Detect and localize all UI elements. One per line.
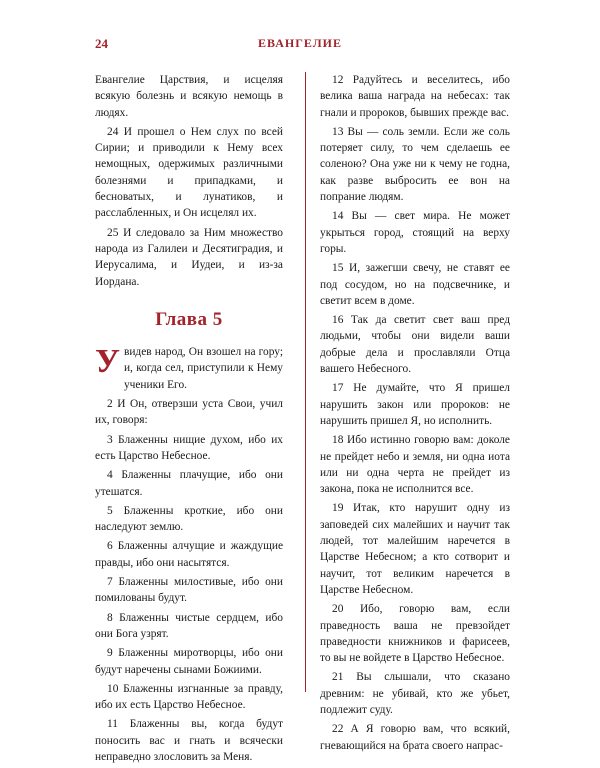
chapter-title: Глава 5: [155, 308, 223, 330]
column-divider: [305, 72, 306, 692]
drop-cap: У: [95, 343, 120, 381]
verse-7: 7 Блаженны милостивые, ибо они помилованы будут.: [95, 576, 283, 605]
verse-8: 8 Блаженны чистые сердцем, ибо они Бога узрят.: [95, 611, 283, 640]
verse-12: 12 Радуйтесь и веселитесь, ибо велика ваша награда на небесах: так гнали и пророков, бывших прежде вас.: [320, 74, 510, 119]
verse-13: 13 Вы — соль земли. Если же соль потеряет силу, то чем сделаешь ее соленою? Она уже ни к чему не годна, как разве выбросить ее вон на попрание людям.: [320, 125, 510, 204]
verse-21: 21 Вы слышали, что сказано древним: не убивай, кто же убьет, подлежит суду.: [320, 671, 510, 716]
verse-2: 2 И Он, отверзши уста Свои, учил их, говоря:: [95, 398, 283, 427]
page-number: 24: [95, 36, 108, 51]
verse-11: 11 Блаженны вы, когда будут поносить вас и гнать и всячески неправедно злословить за Меня.: [95, 718, 283, 763]
verse-3: 3 Блаженны нищие духом, ибо их есть Царство Небесное.: [95, 433, 283, 462]
verse-16: 16 Так да светит свет ваш пред людьми, чтобы они видели ваши добрые дела и прославляли Отца вашего Небесного.: [320, 314, 510, 376]
verse-6: 6 Блаженны алчущие и жаждущие правды, ибо они насытятся.: [95, 540, 283, 569]
verse-10: 10 Блаженны изгнанные за правду, ибо их есть Царство Небесное.: [95, 682, 283, 712]
page-header: [95, 36, 505, 56]
verse-25: 25 И следовало за Ним множество народа из Галилеи и Десятиградия, и Иерусалима, и Иудеи, и из-за Иордана.: [95, 226, 283, 288]
verse-24: 24 И прошел о Нем слух по всей Сирии; и приводили к Нему всех немощных, одержимых различными болезнями и припадками, и бесноватых, и лунатиков, и расслабленных, и Он исцелял их.: [95, 125, 283, 220]
verse-15: 15 И, зажегши свечу, не ставят ее под сосудом, но на подсвечнике, и светит всем в доме.: [320, 262, 510, 307]
verse-14: 14 Вы — свет мира. Не может укрыться город, стоящий на верху горы.: [320, 210, 510, 255]
verse-17: 17 Не думайте, что Я пришел нарушить закон или пророков: не нарушить пришел Я, но исполнить.: [320, 382, 510, 427]
left-column: [95, 72, 283, 768]
verse-19: 19 Итак, кто нарушит одну из заповедей сих малейших и научит так людей, тот малейшим наречется в Царстве Небесном; а кто сотворит и научит, тот великим наречется в Царстве Небесном.: [320, 502, 510, 596]
verse-1: [95, 344, 283, 393]
verse-9: 9 Блаженны миротворцы, ибо они будут наречены сынами Божиими.: [95, 647, 283, 676]
paragraph-continuation: Евангелие Царствия, и исцеляя всякую болезнь и всякую немощь в людях.: [95, 74, 283, 119]
verse-20: 20 Ибо, говорю вам, если праведность ваша не превзойдет праведности книжников и фарисеев, то вы не войдете в Царство Небесное.: [320, 603, 510, 665]
verse-5: 5 Блаженны кроткие, ибо они наследуют землю.: [95, 504, 283, 534]
right-column: [320, 72, 510, 757]
verse-18: 18 Ибо истинно говорю вам: доколе не прейдет небо и земля, ни одна иота или ни одна черта не прейдет из закона, пока не исполнится все.: [320, 434, 510, 496]
verse-1-text: видев народ, Он взошел на гору; и, когда сел, приступили к Нему ученики Его.: [123, 346, 283, 391]
verse-22: 22 А Я говорю вам, что всякий, гневающийся на брата своего напрас-: [320, 723, 510, 752]
running-title: ЕВАНГЕЛИЕ: [257, 36, 342, 50]
verse-4: 4 Блаженны плачущие, ибо они утешатся.: [95, 469, 283, 498]
